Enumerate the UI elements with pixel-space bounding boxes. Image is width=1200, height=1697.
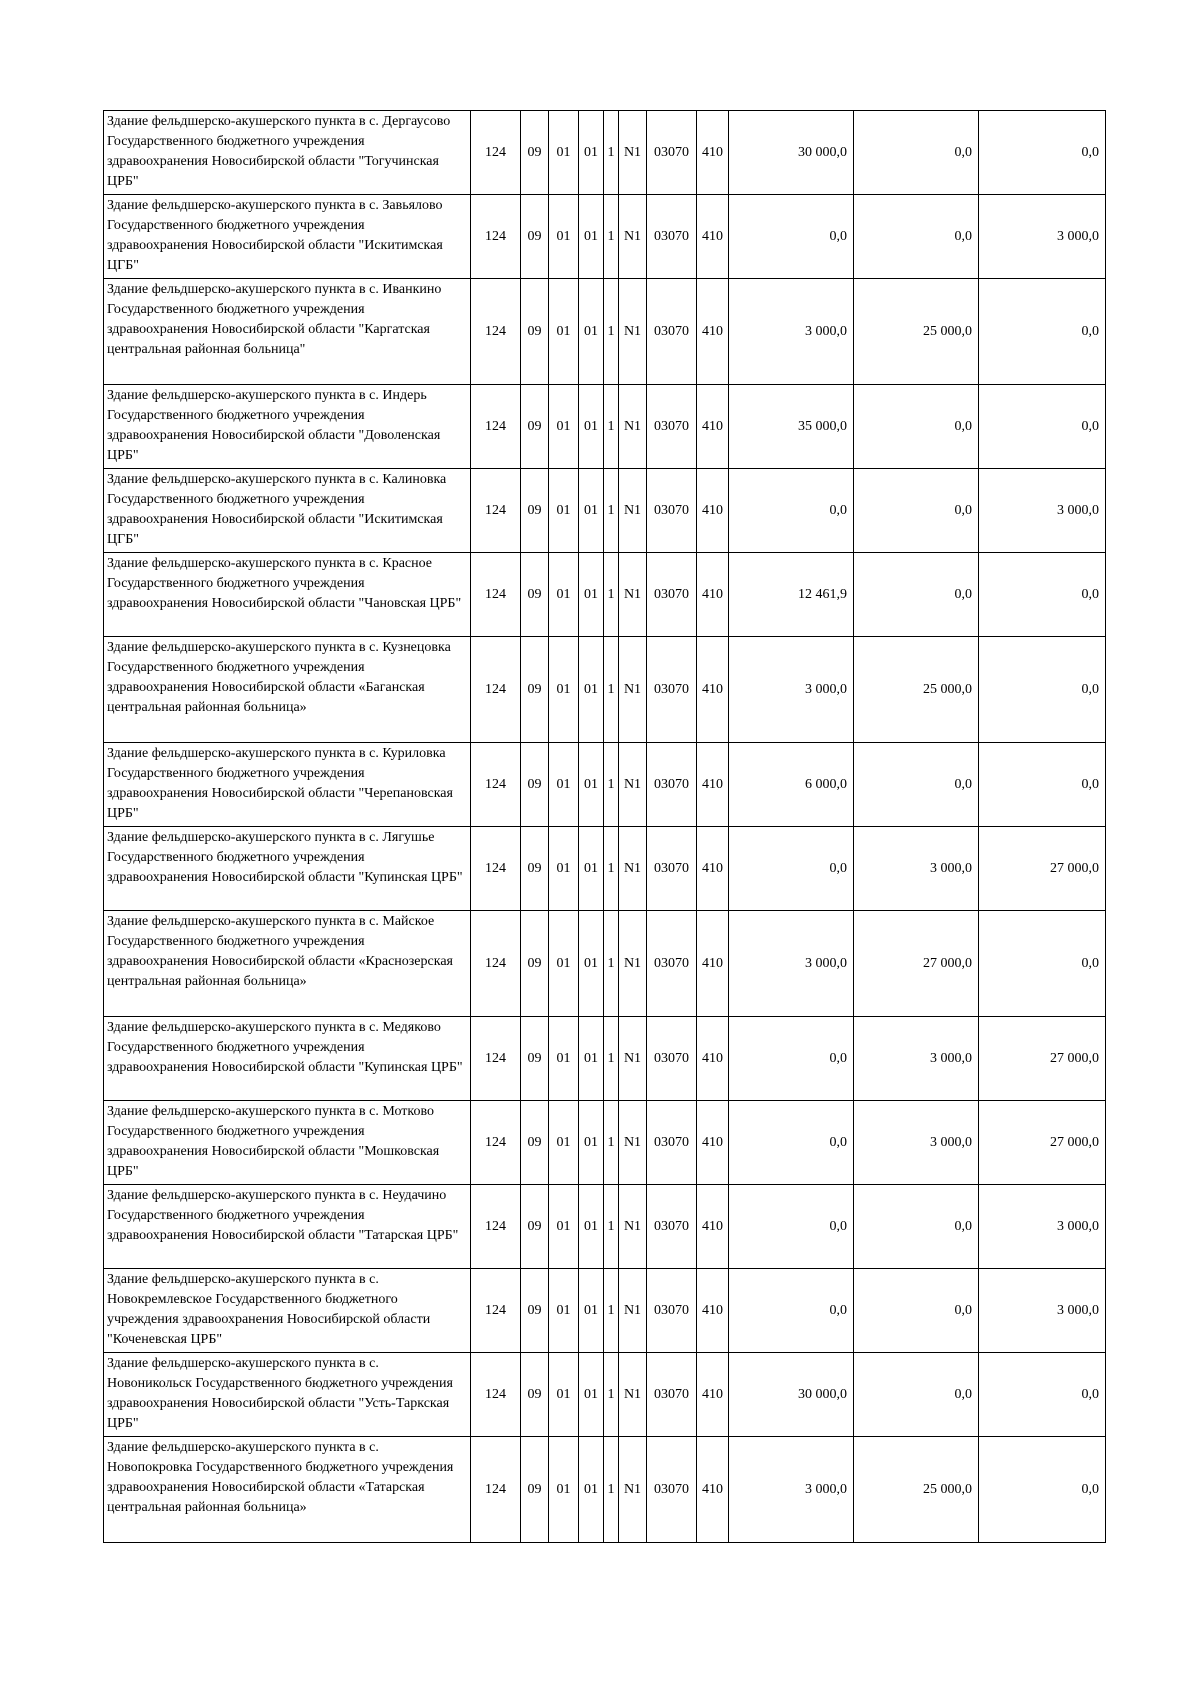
- code-expense-type: 410: [697, 1353, 729, 1437]
- code-expense-type: 410: [697, 553, 729, 637]
- code-ministry: 124: [471, 469, 521, 553]
- table-row: [104, 911, 1106, 1017]
- code-expense-type: 410: [697, 279, 729, 385]
- code-direction: 03070: [647, 637, 697, 743]
- table-row: [104, 743, 1106, 827]
- value-year-2: 0,0: [854, 469, 979, 553]
- code-program: 01: [579, 111, 604, 195]
- code-expense-type: 410: [697, 1437, 729, 1543]
- code-section: 09: [521, 911, 549, 1017]
- code-project: N1: [619, 111, 647, 195]
- table-row: [104, 469, 1106, 553]
- value-year-2: 0,0: [854, 111, 979, 195]
- code-section: 09: [521, 1017, 549, 1101]
- value-year-3: 0,0: [979, 911, 1106, 1017]
- code-ministry: 124: [471, 385, 521, 469]
- code-expense-type: 410: [697, 1185, 729, 1269]
- code-expense-type: 410: [697, 469, 729, 553]
- code-program: 01: [579, 469, 604, 553]
- value-year-3: 3 000,0: [979, 195, 1106, 279]
- row-name: Здание фельдшерско-акушерского пункта в с. Кузнецовка Государственного бюджетного учреждения здравоохранения Новосибирской области «Баганская центральная районная больница»: [104, 637, 471, 743]
- value-year-3: 27 000,0: [979, 1101, 1106, 1185]
- code-project: N1: [619, 827, 647, 911]
- value-year-2: 3 000,0: [854, 1101, 979, 1185]
- code-subprogram: 1: [604, 1437, 619, 1543]
- value-year-1: 0,0: [729, 469, 854, 553]
- value-year-2: 0,0: [854, 553, 979, 637]
- code-direction: 03070: [647, 111, 697, 195]
- table-row: [104, 279, 1106, 385]
- value-year-1: 0,0: [729, 1017, 854, 1101]
- code-subprogram: 1: [604, 1185, 619, 1269]
- row-name: Здание фельдшерско-акушерского пункта в с. Лягушье Государственного бюджетного учреждения здравоохранения Новосибирской области "Купинская ЦРБ": [104, 827, 471, 911]
- value-year-3: 0,0: [979, 111, 1106, 195]
- code-direction: 03070: [647, 1101, 697, 1185]
- value-year-2: 27 000,0: [854, 911, 979, 1017]
- code-direction: 03070: [647, 469, 697, 553]
- row-name: Здание фельдшерско-акушерского пункта в с. Индерь Государственного бюджетного учреждения здравоохранения Новосибирской области "Доволенская ЦРБ": [104, 385, 471, 469]
- code-program: 01: [579, 385, 604, 469]
- code-expense-type: 410: [697, 1017, 729, 1101]
- value-year-1: 0,0: [729, 195, 854, 279]
- code-subprogram: 1: [604, 279, 619, 385]
- value-year-1: 3 000,0: [729, 279, 854, 385]
- table-body: [104, 111, 1106, 1543]
- code-section: 09: [521, 743, 549, 827]
- code-subprogram: 1: [604, 1101, 619, 1185]
- code-subsection: 01: [549, 279, 579, 385]
- code-program: 01: [579, 279, 604, 385]
- code-ministry: 124: [471, 279, 521, 385]
- value-year-1: 3 000,0: [729, 1437, 854, 1543]
- code-program: 01: [579, 1185, 604, 1269]
- code-expense-type: 410: [697, 111, 729, 195]
- value-year-3: 0,0: [979, 385, 1106, 469]
- code-ministry: 124: [471, 1017, 521, 1101]
- code-direction: 03070: [647, 1185, 697, 1269]
- table-row: [104, 827, 1106, 911]
- row-name: Здание фельдшерско-акушерского пункта в с. Завьялово Государственного бюджетного учреждения здравоохранения Новосибирской области "Искитимская ЦГБ": [104, 195, 471, 279]
- code-direction: 03070: [647, 385, 697, 469]
- code-project: N1: [619, 911, 647, 1017]
- code-program: 01: [579, 637, 604, 743]
- code-subsection: 01: [549, 827, 579, 911]
- code-project: N1: [619, 279, 647, 385]
- value-year-1: 3 000,0: [729, 637, 854, 743]
- code-section: 09: [521, 553, 549, 637]
- value-year-3: 27 000,0: [979, 1017, 1106, 1101]
- code-ministry: 124: [471, 911, 521, 1017]
- code-expense-type: 410: [697, 911, 729, 1017]
- code-section: 09: [521, 827, 549, 911]
- row-name: Здание фельдшерско-акушерского пункта в с. Майское Государственного бюджетного учреждения здравоохранения Новосибирской области «Краснозерская центральная районная больница»: [104, 911, 471, 1017]
- value-year-2: 25 000,0: [854, 279, 979, 385]
- row-name: Здание фельдшерско-акушерского пункта в с. Калиновка Государственного бюджетного учреждения здравоохранения Новосибирской области "Искитимская ЦГБ": [104, 469, 471, 553]
- code-program: 01: [579, 1269, 604, 1353]
- code-subprogram: 1: [604, 469, 619, 553]
- value-year-2: 3 000,0: [854, 827, 979, 911]
- value-year-3: 27 000,0: [979, 827, 1106, 911]
- code-expense-type: 410: [697, 637, 729, 743]
- value-year-1: 35 000,0: [729, 385, 854, 469]
- code-project: N1: [619, 1353, 647, 1437]
- code-direction: 03070: [647, 1017, 697, 1101]
- table-row: [104, 1101, 1106, 1185]
- code-subsection: 01: [549, 1269, 579, 1353]
- code-subsection: 01: [549, 911, 579, 1017]
- table-row: [104, 637, 1106, 743]
- code-program: 01: [579, 195, 604, 279]
- code-subprogram: 1: [604, 111, 619, 195]
- code-program: 01: [579, 827, 604, 911]
- value-year-1: 0,0: [729, 1101, 854, 1185]
- code-subprogram: 1: [604, 385, 619, 469]
- row-name: Здание фельдшерско-акушерского пункта в с. Новоникольск Государственного бюджетного учреждения здравоохранения Новосибирской области "Усть-Таркская ЦРБ": [104, 1353, 471, 1437]
- value-year-3: 0,0: [979, 1353, 1106, 1437]
- value-year-1: 30 000,0: [729, 1353, 854, 1437]
- code-ministry: 124: [471, 111, 521, 195]
- code-section: 09: [521, 1269, 549, 1353]
- code-section: 09: [521, 195, 549, 279]
- value-year-3: 0,0: [979, 1437, 1106, 1543]
- code-subsection: 01: [549, 1185, 579, 1269]
- code-ministry: 124: [471, 1437, 521, 1543]
- row-name: Здание фельдшерско-акушерского пункта в с. Красное Государственного бюджетного учреждения здравоохранения Новосибирской области "Чановская ЦРБ": [104, 553, 471, 637]
- code-program: 01: [579, 1101, 604, 1185]
- code-project: N1: [619, 1101, 647, 1185]
- table-row: [104, 553, 1106, 637]
- code-program: 01: [579, 1353, 604, 1437]
- code-project: N1: [619, 1185, 647, 1269]
- value-year-3: 3 000,0: [979, 469, 1106, 553]
- code-subprogram: 1: [604, 911, 619, 1017]
- table-row: [104, 385, 1106, 469]
- value-year-2: 0,0: [854, 1269, 979, 1353]
- table-row: [104, 1269, 1106, 1353]
- code-subprogram: 1: [604, 1269, 619, 1353]
- row-name: Здание фельдшерско-акушерского пункта в с. Новокремлевское Государственного бюджетного учреждения здравоохранения Новосибирской области "Коченевская ЦРБ": [104, 1269, 471, 1353]
- value-year-1: 0,0: [729, 1269, 854, 1353]
- value-year-3: 0,0: [979, 279, 1106, 385]
- code-expense-type: 410: [697, 385, 729, 469]
- code-ministry: 124: [471, 1269, 521, 1353]
- code-ministry: 124: [471, 553, 521, 637]
- code-project: N1: [619, 195, 647, 279]
- code-project: N1: [619, 743, 647, 827]
- value-year-2: 0,0: [854, 385, 979, 469]
- table-row: [104, 1185, 1106, 1269]
- code-subsection: 01: [549, 553, 579, 637]
- code-subsection: 01: [549, 1101, 579, 1185]
- value-year-1: 30 000,0: [729, 111, 854, 195]
- value-year-3: 0,0: [979, 637, 1106, 743]
- table-row: [104, 1017, 1106, 1101]
- code-section: 09: [521, 385, 549, 469]
- code-program: 01: [579, 553, 604, 637]
- code-subsection: 01: [549, 469, 579, 553]
- value-year-3: 3 000,0: [979, 1269, 1106, 1353]
- code-program: 01: [579, 1437, 604, 1543]
- value-year-3: 0,0: [979, 553, 1106, 637]
- value-year-2: 0,0: [854, 1185, 979, 1269]
- code-ministry: 124: [471, 1185, 521, 1269]
- code-program: 01: [579, 1017, 604, 1101]
- value-year-2: 0,0: [854, 1353, 979, 1437]
- code-subprogram: 1: [604, 553, 619, 637]
- code-section: 09: [521, 637, 549, 743]
- table-row: [104, 111, 1106, 195]
- code-project: N1: [619, 385, 647, 469]
- value-year-1: 3 000,0: [729, 911, 854, 1017]
- code-subsection: 01: [549, 637, 579, 743]
- code-project: N1: [619, 553, 647, 637]
- code-subprogram: 1: [604, 637, 619, 743]
- code-direction: 03070: [647, 911, 697, 1017]
- code-ministry: 124: [471, 637, 521, 743]
- code-expense-type: 410: [697, 827, 729, 911]
- code-ministry: 124: [471, 743, 521, 827]
- value-year-2: 0,0: [854, 743, 979, 827]
- code-section: 09: [521, 111, 549, 195]
- value-year-1: 0,0: [729, 827, 854, 911]
- table-row: [104, 1437, 1106, 1543]
- code-expense-type: 410: [697, 1101, 729, 1185]
- code-ministry: 124: [471, 195, 521, 279]
- code-direction: 03070: [647, 743, 697, 827]
- code-subsection: 01: [549, 1353, 579, 1437]
- code-program: 01: [579, 911, 604, 1017]
- code-program: 01: [579, 743, 604, 827]
- code-subsection: 01: [549, 1017, 579, 1101]
- code-project: N1: [619, 1017, 647, 1101]
- value-year-2: 25 000,0: [854, 1437, 979, 1543]
- code-subprogram: 1: [604, 1017, 619, 1101]
- code-direction: 03070: [647, 1437, 697, 1543]
- row-name: Здание фельдшерско-акушерского пункта в с. Медяково Государственного бюджетного учреждения здравоохранения Новосибирской области "Купинская ЦРБ": [104, 1017, 471, 1101]
- code-direction: 03070: [647, 827, 697, 911]
- code-direction: 03070: [647, 279, 697, 385]
- code-direction: 03070: [647, 1269, 697, 1353]
- row-name: Здание фельдшерско-акушерского пункта в с. Неудачино Государственного бюджетного учреждения здравоохранения Новосибирской области "Татарская ЦРБ": [104, 1185, 471, 1269]
- code-subsection: 01: [549, 385, 579, 469]
- code-subprogram: 1: [604, 195, 619, 279]
- budget-table: [103, 110, 1106, 1543]
- code-ministry: 124: [471, 827, 521, 911]
- code-direction: 03070: [647, 195, 697, 279]
- value-year-2: 25 000,0: [854, 637, 979, 743]
- value-year-1: 6 000,0: [729, 743, 854, 827]
- code-project: N1: [619, 637, 647, 743]
- table-row: [104, 1353, 1106, 1437]
- value-year-1: 0,0: [729, 1185, 854, 1269]
- value-year-2: 3 000,0: [854, 1017, 979, 1101]
- value-year-3: 0,0: [979, 743, 1106, 827]
- row-name: Здание фельдшерско-акушерского пункта в с. Дергаусово Государственного бюджетного учреждения здравоохранения Новосибирской области "Тогучинская ЦРБ": [104, 111, 471, 195]
- code-expense-type: 410: [697, 1269, 729, 1353]
- code-section: 09: [521, 1353, 549, 1437]
- code-subsection: 01: [549, 111, 579, 195]
- code-section: 09: [521, 1101, 549, 1185]
- code-section: 09: [521, 469, 549, 553]
- table-row: [104, 195, 1106, 279]
- code-subsection: 01: [549, 1437, 579, 1543]
- code-subprogram: 1: [604, 827, 619, 911]
- code-subsection: 01: [549, 195, 579, 279]
- code-project: N1: [619, 1437, 647, 1543]
- row-name: Здание фельдшерско-акушерского пункта в с. Мотково Государственного бюджетного учреждения здравоохранения Новосибирской области "Мошковская ЦРБ": [104, 1101, 471, 1185]
- code-section: 09: [521, 1437, 549, 1543]
- value-year-1: 12 461,9: [729, 553, 854, 637]
- value-year-2: 0,0: [854, 195, 979, 279]
- code-section: 09: [521, 279, 549, 385]
- value-year-3: 3 000,0: [979, 1185, 1106, 1269]
- code-section: 09: [521, 1185, 549, 1269]
- code-direction: 03070: [647, 1353, 697, 1437]
- code-subsection: 01: [549, 743, 579, 827]
- row-name: Здание фельдшерско-акушерского пункта в с. Иванкино Государственного бюджетного учреждения здравоохранения Новосибирской области "Каргатская центральная районная больница": [104, 279, 471, 385]
- code-subprogram: 1: [604, 743, 619, 827]
- code-ministry: 124: [471, 1101, 521, 1185]
- code-ministry: 124: [471, 1353, 521, 1437]
- row-name: Здание фельдшерско-акушерского пункта в с. Куриловка Государственного бюджетного учреждения здравоохранения Новосибирской области "Черепановская ЦРБ": [104, 743, 471, 827]
- row-name: Здание фельдшерско-акушерского пункта в с. Новопокровка Государственного бюджетного учреждения здравоохранения Новосибирской области «Татарская центральная районная больница»: [104, 1437, 471, 1543]
- code-project: N1: [619, 1269, 647, 1353]
- code-project: N1: [619, 469, 647, 553]
- code-direction: 03070: [647, 553, 697, 637]
- code-subprogram: 1: [604, 1353, 619, 1437]
- code-expense-type: 410: [697, 195, 729, 279]
- code-expense-type: 410: [697, 743, 729, 827]
